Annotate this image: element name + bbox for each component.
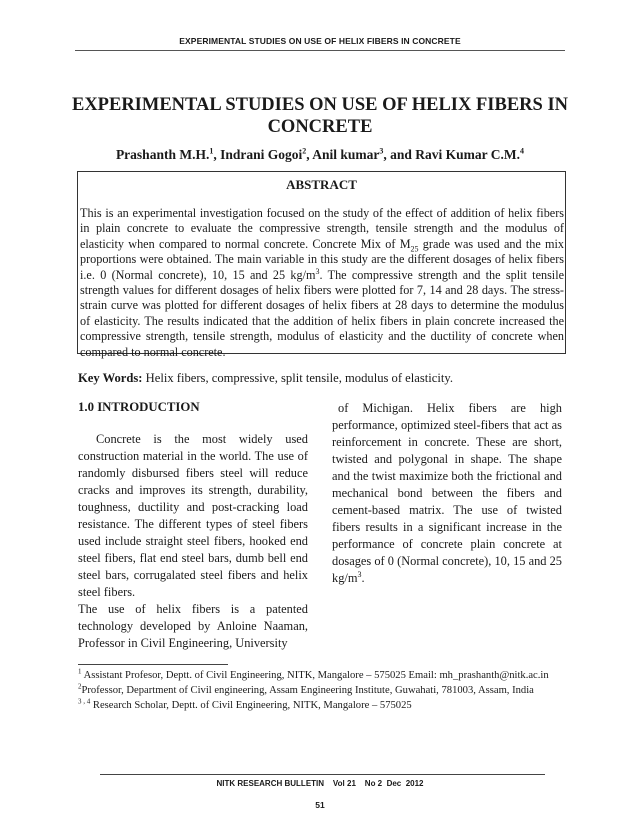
paragraph-end: .: [361, 571, 365, 585]
footnotes: [78, 668, 568, 714]
footnote: [78, 683, 568, 698]
footnote-mark: 2: [78, 682, 82, 691]
right-column: [332, 400, 562, 587]
footnote-mark: 1: [78, 667, 82, 676]
author-name: Ravi Kumar C.M.: [415, 147, 521, 162]
footer-divider: [100, 774, 545, 775]
paper-title: EXPERIMENTAL STUDIES ON USE OF HELIX FIBERS IN CONCRETE: [71, 95, 568, 137]
affiliation-mark: 1: [209, 146, 214, 156]
keywords-text: Helix fibers, compressive, split tensile, modulus of elasticity.: [142, 371, 453, 385]
abstract-text: [80, 206, 564, 360]
author-list: Prashanth M.H.$^1$, Indrani Gogoi$^2$, Anil kumar$^3$, and Ravi Kumar C.M.$^4$: [115, 146, 525, 162]
footnote: [78, 668, 568, 683]
footnote-text: Research Scholar, Deptt. of Civil Engineering, NITK, Mangalore – 575025: [90, 700, 412, 712]
bulletin-footer: [0, 779, 640, 788]
author-name: Anil kumar: [312, 147, 380, 162]
abstract-box: [77, 171, 566, 359]
footnote-text: Professor, Department of Civil engineering, Assam Engineering Institute, Guwahati, 781003, Assam, India: [81, 685, 534, 697]
abstract-heading: ABSTRACT: [286, 177, 357, 192]
footnote: [78, 698, 568, 713]
unit-superscript: 3: [357, 569, 362, 579]
abstract-text-part: grade was used and the mix proportions were obtained. The main variable in this study are the different dosages of helix fibers i.e. 0 (Normal concrete), 10, 15 and 25 kg/m: [80, 236, 564, 282]
affiliation-mark: 3: [379, 146, 384, 156]
footnote-divider: [78, 664, 228, 665]
footnote-text: Assistant Profesor, Deptt. of Civil Engineering, NITK, Mangalore – 575025 Email: mh_prashanth@nitk.ac.in: [81, 670, 549, 681]
affiliation-mark: 4: [520, 146, 525, 156]
footnote-mark: 3 , 4: [78, 697, 91, 706]
abstract-text-part: . The compressive strength and the split tensile strength values for different dosages of helix fibers were plotted for 7, 14 and 28 days. The stress-strain curve was plotted for different dosages of helix fibers at 28 days to determine the modulus of elasticity. The results indicated that the addition of helix fibers in plain concrete increased the compressive strength, tensile strength, modulus of elasticity and the ductility of concrete when compared to normal concrete.: [80, 267, 564, 359]
keywords-label: Key Words:: [78, 371, 143, 385]
intro-paragraph: The use of helix fibers is a patented technology developed by Anloine Naaman, Professor in Civil Engineering, University: [78, 602, 308, 650]
author-name: Indrani Gogoi: [220, 147, 303, 162]
intro-paragraph: Concrete is the most widely used construction material in the world. The use of randomly disbursed fibers steel will reduce cracks and improves its strength, durability, toughness, ductility and post-cracking load resistance. The different types of steel fibers used include straight steel fibers, hooked end steel fibers, flat end steel bars, dumb bell end steel bars, corrugalated steel fibers and helix steel fibers.: [78, 432, 308, 599]
abstract-text-part: This is an experimental investigation focused on the study of the effect of addition of helix fibers in plain concrete to evaluate the compressive strength, tensile strength and the modulus of elasticity when compared to normal concrete. Concrete Mix of M: [80, 206, 564, 251]
section-heading-introduction: 1.0 INTRODUCTION: [78, 400, 200, 414]
author-name: Prashanth M.H.: [115, 147, 210, 162]
header-divider: [75, 50, 565, 51]
paragraph-text: of Michigan. Helix fibers are high performance, optimized steel-fibers that act as reinforcement in concrete. These are short, twisted and polygonal in shape. The shape and the twist maximize both the frictional and mechanical bond between the fibers and cement-based matrix. The use of twisted fibers results in a significant increase in the performance of concrete plain concrete at dosages of 0 (Normal concrete), 10, 15 and 25 kg/m: [332, 401, 562, 585]
keywords: [78, 371, 568, 386]
unit-superscript: 3: [315, 266, 320, 276]
bulletin-text: NITK RESEARCH BULLETIN Vol 21 No 2 Dec 2012: [216, 779, 424, 788]
page-number: 51: [315, 800, 325, 810]
grade-subscript: 25: [410, 244, 419, 254]
left-column: [78, 400, 308, 652]
running-head: EXPERIMENTAL STUDIES ON USE OF HELIX FIBERS IN CONCRETE: [179, 36, 461, 46]
affiliation-mark: 2: [302, 146, 307, 156]
intro-paragraph-continued: [332, 400, 562, 587]
